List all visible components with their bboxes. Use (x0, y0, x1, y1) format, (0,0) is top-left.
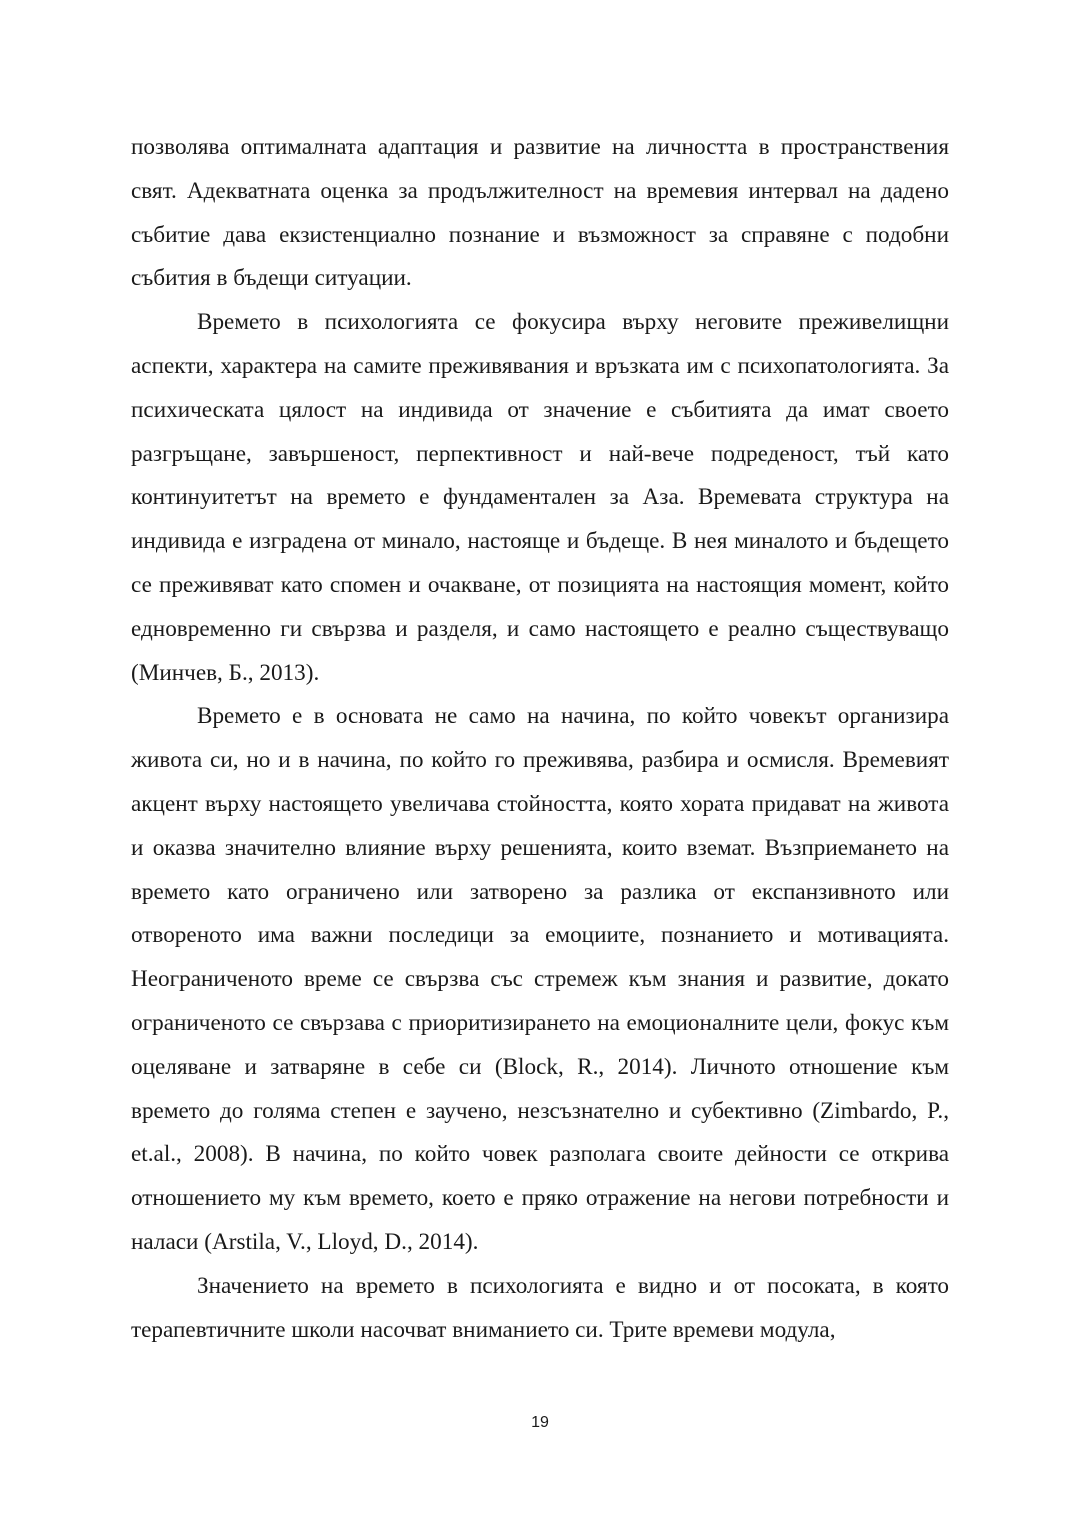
paragraph-therapeutic-schools: Значението на времето в психологията е видно и от посоката, в която терапевтичните школи насочват вниманието си. Трите времеви модула, (131, 1272, 949, 1343)
body-text (131, 126, 949, 1352)
page-number: 19 (531, 1414, 549, 1431)
paragraph-continued: позволява оптималната адаптация и развитие на личността в пространствения свят. Адекватната оценка за продължителност на времевия интервал на дадено събитие дава екзистенциално познание и възможност за справяне с подобни събития в бъдещи ситуации. (131, 134, 949, 292)
paragraph-time-organization: Времето е в основата не само на начина, по който човекът организира живота си, но и в начина, по който го преживява, разбира и осмисля. Времевият акцент върху настоящето увеличава стойността, която хората придават на живота и оказва значително влияние върху решенията, които вземат. Възприемането на времето като ограничено или затворено за разлика от експанзивното или отвореното има важни последици за емоциите, познанието и мотивацията. Неограниченото време се свързва със стремеж към знания и развитие, докато ограниченото се свързава с приоритизирането на емоционалните цели, фокус към оцеляване и затваряне в себе си (Block, R., 2014). Личното отношение към времето до голяма степен е заучено, незсъзнателно и субективно (Zimbardo, P., et.al., 2008). В начина, по който човек разполага своите дейности се открива отношението му към времето, което е пряко отражение на негови потребности и наласи (Arstila, V., Lloyd, D., 2014). (131, 703, 949, 1255)
paragraph-time-in-psychology: Времето в психологията се фокусира върху неговите преживелищни аспекти, характера на самите преживявания и връзката им с психопатологията. За психическата цялост на индивида от значение е събитията да имат своето разгръщане, завършеност, перпективност и най-вече подреденост, тъй като континуитетът на времето е фундаментален за Аза. Времевата структура на индивида е изградена от минало, настояще и бъдеще. В нея миналото и бъдещето се преживяват като спомен и очакване, от позицията на настоящия момент, който едновременно ги свързва и разделя, и само настоящето е реално съществуващо (Минчев, Б., 2013). (131, 309, 949, 686)
